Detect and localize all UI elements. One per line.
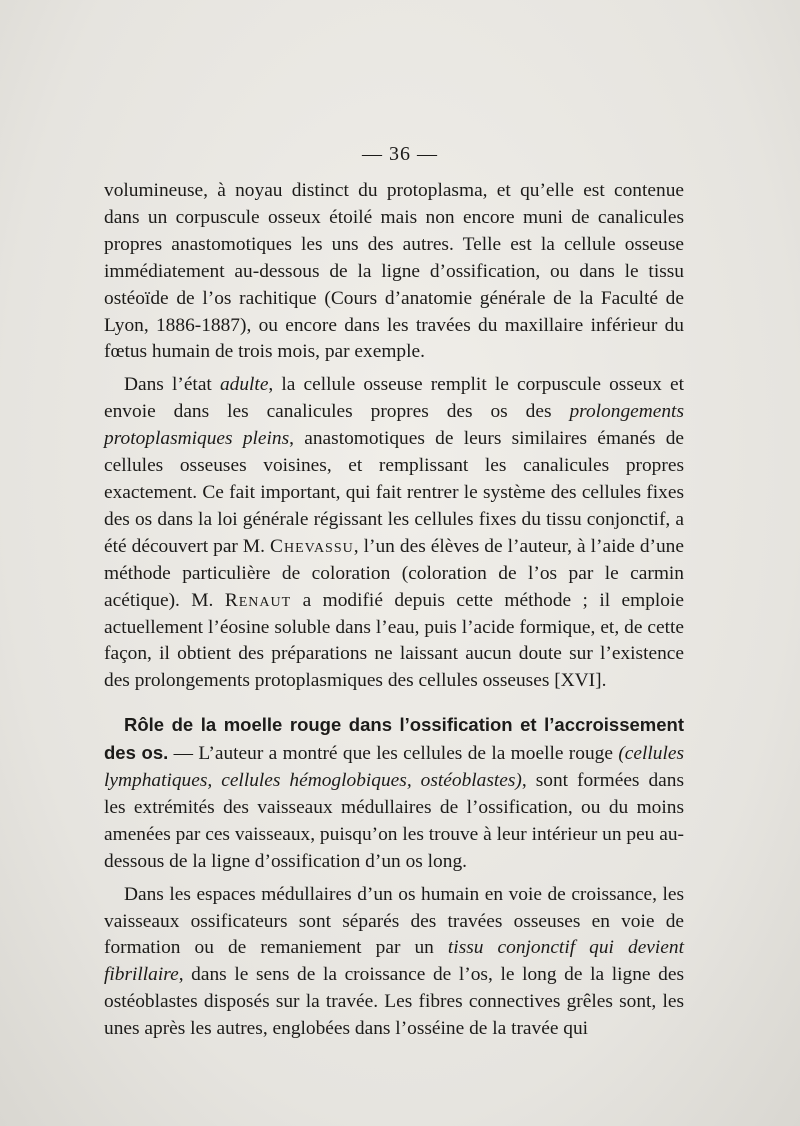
- author-name-renaut: Renaut: [224, 589, 292, 611]
- p4-text-1: Dans les espaces médullaires d’un os humain en voie de croissance, les vaisseaux ossificateurs sont séparés des travées osseuses en voie de formation ou de remaniement par un: [104, 883, 684, 959]
- p2-text-1: Dans l’état: [124, 374, 220, 396]
- paragraph-1: volumineuse, à noyau distinct du protoplasma, et qu’elle est contenue dans un corpuscule osseux étoilé mais non encore muni de canalicules propres anastomotiques les uns des autres. Telle est la cellule osseuse immédiatement au-dessous de la ligne d’ossification, ou dans le tissu ostéoïde de l’os rachitique (Cours d’anatomie générale de la Faculté de Lyon, 1886-1887), ou encore dans les travées du maxillaire inférieur du fœtus humain de trois mois, par exemple.: [104, 180, 684, 363]
- p4-italic-tissu: tissu conjonctif qui devient fibrillaire: [104, 937, 684, 986]
- p2-italic-prolongements: prolongements protoplasmiques pleins: [104, 401, 684, 450]
- p2-text-4: , l’un des élèves de l’auteur, à l’aide d’une méthode particulière de coloration (coloration de l’os par le carmin acétique). M.: [104, 535, 684, 611]
- paragraph-2: [104, 372, 684, 695]
- p3-text-1: — L’auteur a montré que les cellules de la moelle rouge: [168, 743, 619, 765]
- p3-italic-cells: (cellules lymphatiques, cellules hémoglobiques, ostéoblastes): [104, 743, 684, 792]
- paragraph-3: [104, 712, 684, 875]
- p2-italic-adulte: adulte: [219, 374, 269, 396]
- p4-text-2: , dans le sens de la croissance de l’os, le long de la ligne des ostéoblastes disposés sur la travée. Les fibres connectives grêles sont, les unes après les autres, englobées dans l’osséine de la travée qui: [104, 964, 684, 1040]
- p2-text-5: a modifié depuis cette méthode ; il emploie actuellement l’éosine soluble dans l’eau, puis l’acide formique, et, de cette façon, il obtient des préparations ne laissant aucun doute sur l’existence des prolongements protoplasmiques des cellules osseuses [XVI].: [104, 589, 684, 692]
- body-text: [104, 178, 684, 1043]
- section-heading: Rôle de la moelle rouge dans l’ossification et l’accroissement des os.: [104, 714, 684, 764]
- author-name-chevassu: Chevassu: [270, 535, 354, 557]
- p2-text-2: , la cellule osseuse remplit le corpuscule osseux et envoie dans les canalicules propres des os des: [104, 374, 684, 423]
- p2-text-3: , anastomotiques de leurs similaires émanés de cellules osseuses voisines, et remplissant les canalicules propres exactement. Ce fait important, qui fait rentrer le système des cellules fixes des os dans la loi générale régissant les cellules fixes du tissu conjonctif, a été découvert par M.: [104, 428, 684, 557]
- paragraph-4: [104, 882, 684, 1043]
- page-number: — 36 —: [362, 143, 438, 165]
- p3-text-2: , sont formées dans les extrémités des vaisseaux médullaires de l’ossification, ou du moins amenées par ces vaisseaux, puisqu’on les trouve à leur intérieur un peu au-dessous de la ligne d’ossification d’un os long.: [104, 770, 684, 872]
